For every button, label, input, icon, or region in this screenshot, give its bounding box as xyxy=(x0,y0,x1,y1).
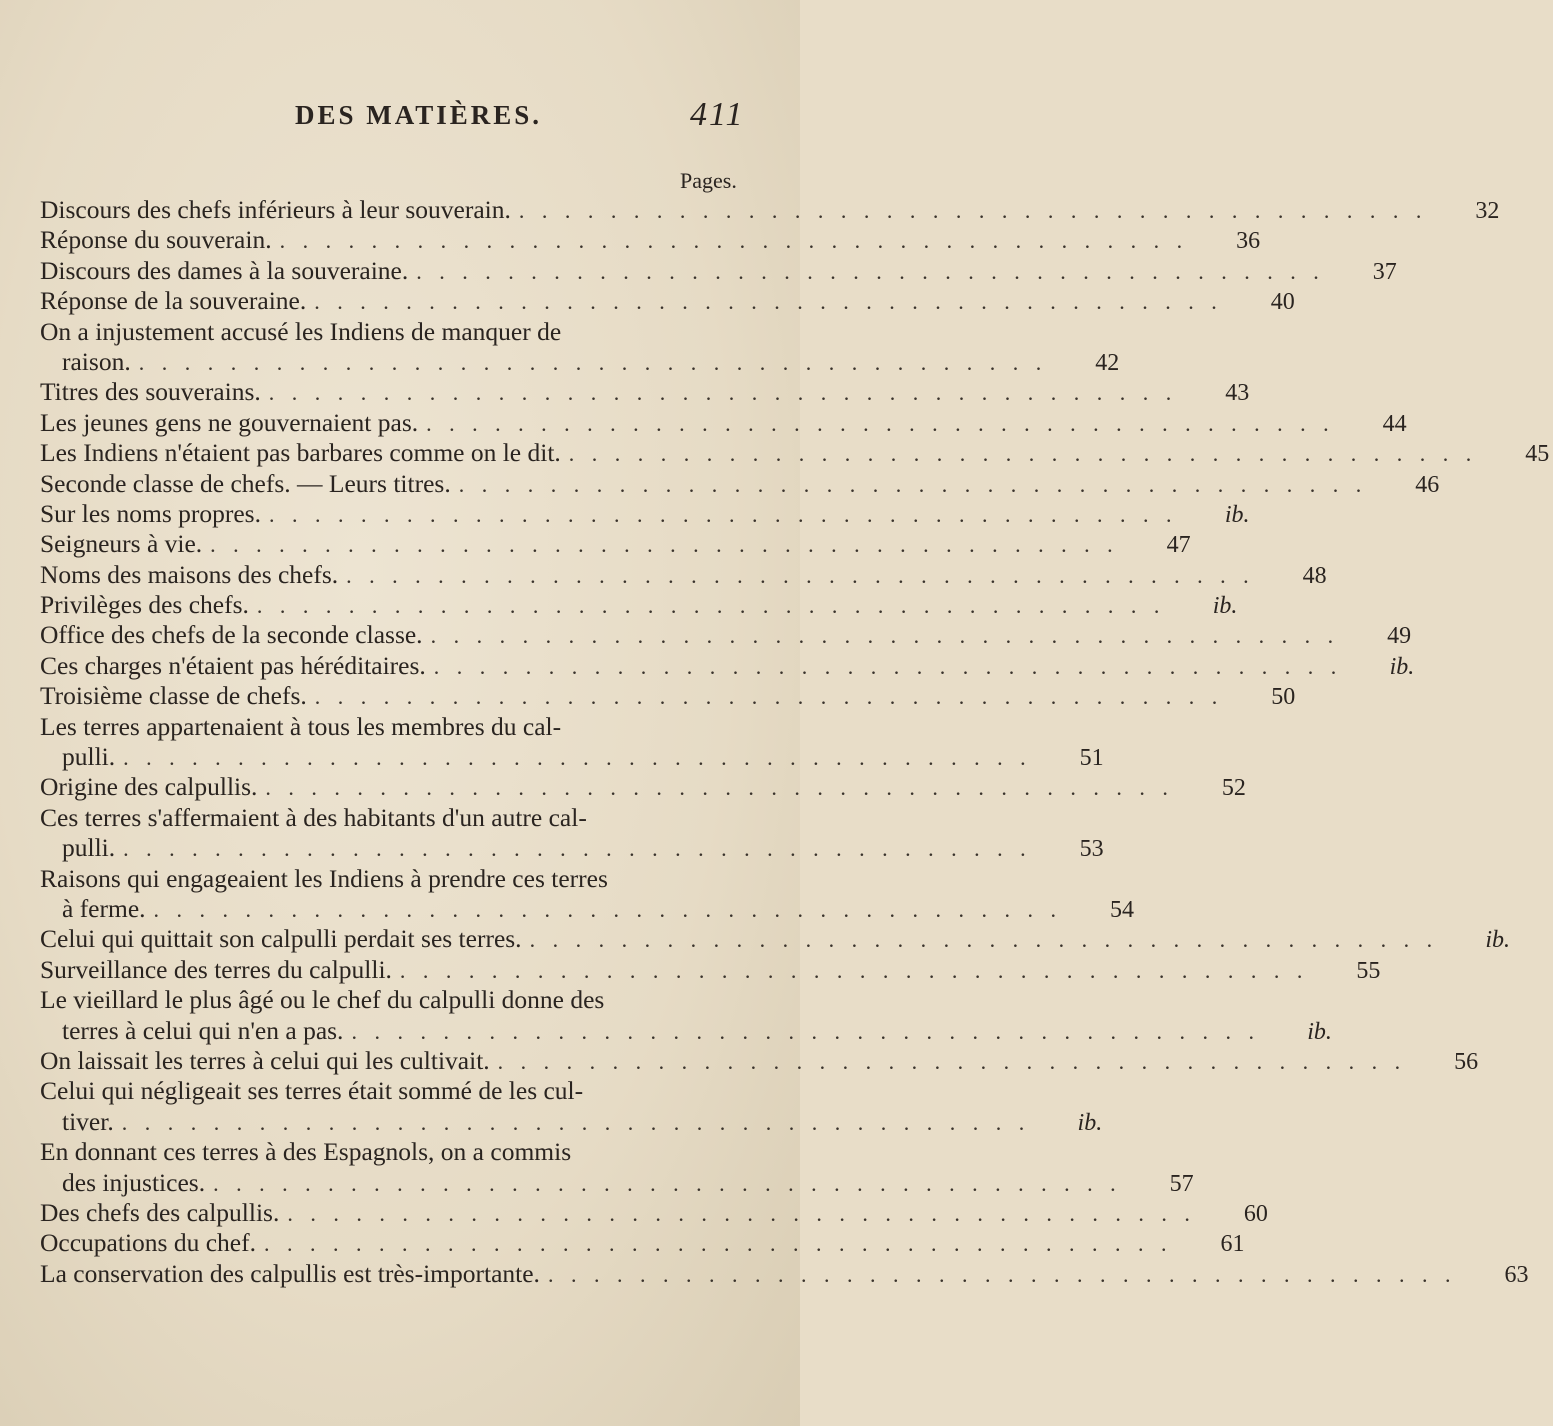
toc-entry-title: pulli. xyxy=(62,742,116,772)
toc-entry-line xyxy=(40,377,1250,407)
toc-entry-title: Seigneurs à vie. xyxy=(40,529,203,559)
toc-entry-line xyxy=(40,559,1327,590)
toc-entry xyxy=(40,438,1550,468)
dot-leader: . . . . . . . . . . . . . . . . . . . . . . . . . . . . . . . . . . . . . . . . xyxy=(263,1231,1173,1257)
toc-entry-continuation xyxy=(40,893,1135,924)
toc-entry xyxy=(40,650,1415,681)
dot-leader: . . . . . . . . . . . . . . . . . . . . . . . . . . . . . . . . . . . . . . . . xyxy=(268,380,1178,406)
toc-entry-line xyxy=(40,924,1511,954)
toc-entry-title: Origine des calpullis. xyxy=(40,772,258,802)
toc-entry-line xyxy=(40,468,1440,499)
dot-leader: . . . . . . . . . . . . . . . . . . . . . . . . . . . . . . . . . . . . . . . . xyxy=(430,623,1340,649)
toc-page-number: 46 xyxy=(1415,471,1440,498)
toc-entry-title: raison. xyxy=(62,346,131,376)
dot-leader: . . . . . . . . . . . . . . . . . . . . . . . . . . . . . . . . . . . . . . . . xyxy=(529,927,1439,953)
toc-entry xyxy=(40,1258,1529,1289)
toc-entry-title: Réponse du souverain. xyxy=(40,225,272,255)
toc-entry xyxy=(40,985,1332,1046)
toc-entry-line xyxy=(40,1045,1479,1076)
toc-entry-title: Les terres appartenaient à tous les membres du cal- xyxy=(40,711,562,741)
toc-entry xyxy=(40,590,1238,620)
toc-page-number: 40 xyxy=(1270,289,1295,316)
toc-page-number: 57 xyxy=(1169,1170,1194,1197)
table-of-contents xyxy=(40,195,1550,1289)
toc-entry-line xyxy=(40,650,1415,681)
toc-page-number: 49 xyxy=(1387,623,1412,650)
toc-entry-title: Noms des maisons des chefs. xyxy=(40,559,339,589)
dot-leader: . . . . . . . . . . . . . . . . . . . . . . . . . . . . . . . . . . . . . . . . xyxy=(287,1200,1196,1226)
toc-entry-title: On laissait les terres à celui qui les cultivait. xyxy=(40,1045,490,1075)
toc-entry-line xyxy=(40,1137,740,1167)
toc-page-number: 63 xyxy=(1504,1261,1529,1288)
toc-entry-line xyxy=(40,498,1250,529)
toc-entry xyxy=(40,316,1120,378)
toc-entry-title: à ferme. xyxy=(62,893,146,923)
dot-leader: . . . . . . . . . . . . . . . . . . . . . . . . . . . . . . . . . . . . . . . . xyxy=(265,775,1174,801)
toc-entry xyxy=(40,924,1511,954)
toc-entry-line xyxy=(40,286,1295,316)
toc-entry-continuation xyxy=(40,1106,1103,1137)
toc-entry-title: Titres des souverains. xyxy=(40,377,261,407)
toc-entry-line xyxy=(40,590,1238,620)
toc-entry-title: Surveillance des terres du calpulli. xyxy=(40,954,392,984)
toc-entry-continuation xyxy=(40,346,1120,377)
dot-leader: . . . . . . . . . . . . . . . . . . . . . . . . . . . . . . . . . . . . . . . . xyxy=(279,228,1189,254)
toc-entry-continuation xyxy=(40,1015,1332,1046)
toc-entry-line xyxy=(40,681,1296,711)
toc-page-number: ib. xyxy=(1212,593,1238,620)
toc-entry-line xyxy=(40,772,1246,802)
toc-entry-title: Raisons qui engageaient les Indiens à prendre ces terres xyxy=(40,863,608,893)
toc-entry-title: Les Indiens n'étaient pas barbares comme on le dit. xyxy=(40,438,561,468)
toc-entry-title: Office des chefs de la seconde classe. xyxy=(40,620,423,650)
dot-leader: . . . . . . . . . . . . . . . . . . . . . . . . . . . . . . . . . . . . . . . . xyxy=(399,957,1309,983)
toc-page-number: 43 xyxy=(1225,380,1250,407)
dot-leader: . . . . . . . . . . . . . . . . . . . . . . . . . . . . . . . . . . . . . . . . xyxy=(123,836,1032,862)
toc-entry-line xyxy=(40,803,740,833)
dot-leader: . . . . . . . . . . . . . . . . . . . . . . . . . . . . . . . . . . . . . . . . xyxy=(568,441,1478,467)
dot-leader: . . . . . . . . . . . . . . . . . . . . . . . . . . . . . . . . . . . . . . . . xyxy=(213,1170,1122,1196)
dot-leader: . . . . . . . . . . . . . . . . . . . . . . . . . . . . . . . . . . . . . . . . xyxy=(256,593,1166,619)
toc-entry xyxy=(40,802,1104,864)
toc-page-number: 54 xyxy=(1110,896,1135,923)
toc-page-number: 32 xyxy=(1475,198,1500,224)
toc-entry-title: Troisième classe de chefs. xyxy=(40,681,307,711)
toc-entry-line xyxy=(40,529,1191,559)
dot-leader: . . . . . . . . . . . . . . . . . . . . . . . . . . . . . . . . . . . . . . . . xyxy=(123,745,1032,771)
toc-entry-line xyxy=(40,864,740,894)
toc-entry-line xyxy=(40,255,1397,286)
toc-entry xyxy=(40,1228,1245,1258)
dot-leader: . . . . . . . . . . . . . . . . . . . . . . . . . . . . . . . . . . . . . . . . xyxy=(314,289,1223,315)
toc-entry-line xyxy=(40,1197,1268,1228)
toc-entry-title: Sur les noms propres. xyxy=(40,498,261,528)
toc-entry-line xyxy=(40,1076,740,1106)
toc-entry-line xyxy=(40,985,740,1015)
toc-entry-title: Des chefs des calpullis. xyxy=(40,1197,280,1227)
toc-entry xyxy=(40,377,1250,407)
toc-entry xyxy=(40,559,1327,590)
toc-entry-title: Le vieillard le plus âgé ou le chef du calpulli donne des xyxy=(40,985,605,1015)
dot-leader: . . . . . . . . . . . . . . . . . . . . . . . . . . . . . . . . . . . . . . . . xyxy=(497,1048,1407,1074)
toc-entry xyxy=(40,468,1440,499)
toc-entry-line xyxy=(40,712,740,742)
toc-entry-title: Privilèges des chefs. xyxy=(40,590,249,620)
toc-entry-line xyxy=(40,195,1500,225)
dot-leader: . . . . . . . . . . . . . . . . . . . . . . . . . . . . . . . . . . . . . . . . xyxy=(426,410,1335,436)
toc-page-number: 48 xyxy=(1302,562,1327,589)
toc-page-number: ib. xyxy=(1389,653,1415,680)
toc-entry-title: tiver. xyxy=(62,1106,114,1136)
toc-entry-title: Ces terres s'affermaient à des habitants d'un autre cal- xyxy=(40,802,587,832)
toc-entry xyxy=(40,954,1381,985)
toc-page-number: 55 xyxy=(1356,957,1381,984)
dot-leader: . . . . . . . . . . . . . . . . . . . . . . . . . . . . . . . . . . . . . . . . xyxy=(210,532,1119,558)
dot-leader: . . . . . . . . . . . . . . . . . . . . . . . . . . . . . . . . . . . . . . . . xyxy=(518,198,1428,223)
toc-entry xyxy=(40,863,1135,925)
toc-entry xyxy=(40,529,1191,559)
toc-entry xyxy=(40,772,1246,802)
toc-page-number: 50 xyxy=(1271,684,1296,711)
toc-entry-continuation xyxy=(40,1167,1194,1198)
toc-entry-line xyxy=(40,225,1261,255)
toc-entry xyxy=(40,498,1250,529)
toc-page-number: 56 xyxy=(1454,1048,1479,1075)
running-head: DES MATIÈRES. xyxy=(295,100,543,130)
toc-entry-title: Occupations du chef. xyxy=(40,1228,256,1258)
toc-page-number: 36 xyxy=(1236,228,1261,255)
dot-leader: . . . . . . . . . . . . . . . . . . . . . . . . . . . . . . . . . . . . . . . . xyxy=(458,471,1368,497)
toc-page-number: 60 xyxy=(1243,1200,1268,1227)
toc-page-number: ib. xyxy=(1224,501,1250,528)
toc-entry xyxy=(40,711,1104,773)
toc-entry-title: des injustices. xyxy=(62,1167,206,1197)
toc-page-number: 51 xyxy=(1079,745,1104,772)
toc-entry-continuation xyxy=(40,742,1104,772)
dot-leader: . . . . . . . . . . . . . . . . . . . . . . . . . . . . . . . . . . . . . . . . xyxy=(351,1018,1260,1044)
toc-entry-title: La conservation des calpullis est très-importante. xyxy=(40,1258,540,1288)
toc-page-number: 47 xyxy=(1166,532,1191,559)
toc-entry xyxy=(40,195,1500,225)
toc-entry-title: Discours des chefs inférieurs à leur souverain. xyxy=(40,195,511,224)
toc-entry-title: pulli. xyxy=(62,833,116,863)
toc-entry xyxy=(40,620,1412,650)
dot-leader: . . . . . . . . . . . . . . . . . . . . . . . . . . . . . . . . . . . . . . . . xyxy=(416,258,1325,284)
toc-entry xyxy=(40,407,1407,438)
toc-entry xyxy=(40,225,1261,255)
toc-page-number: 45 xyxy=(1525,441,1550,468)
toc-entry-line xyxy=(40,438,1550,468)
toc-entry xyxy=(40,1076,1103,1137)
toc-entry-title: Ces charges n'étaient pas héréditaires. xyxy=(40,650,426,680)
toc-entry-title: Discours des dames à la souveraine. xyxy=(40,255,409,285)
dot-leader: . . . . . . . . . . . . . . . . . . . . . . . . . . . . . . . . . . . . . . . . xyxy=(153,896,1063,922)
toc-entry-title: Celui qui négligeait ses terres était sommé de les cul- xyxy=(40,1076,584,1106)
toc-entry-title: En donnant ces terres à des Espagnols, on a commis xyxy=(40,1137,572,1167)
toc-page-number: 53 xyxy=(1079,836,1104,863)
toc-page-number: ib. xyxy=(1485,927,1511,954)
toc-entry-line xyxy=(40,317,740,347)
toc-entry-line xyxy=(40,620,1412,650)
toc-entry-title: Réponse de la souveraine. xyxy=(40,286,307,316)
toc-entry xyxy=(40,1137,1194,1198)
toc-entry-title: Seconde classe de chefs. — Leurs titres. xyxy=(40,468,451,498)
toc-page-number: 37 xyxy=(1372,258,1397,285)
toc-entry-title: Les jeunes gens ne gouvernaient pas. xyxy=(40,407,419,437)
toc-page-number: 61 xyxy=(1220,1231,1245,1258)
toc-entry-title: On a injustement accusé les Indiens de manquer de xyxy=(40,316,562,346)
toc-entry-continuation xyxy=(40,833,1104,863)
toc-entry-line xyxy=(40,1228,1245,1258)
pages-column-label: Pages. xyxy=(680,168,737,193)
dot-leader: . . . . . . . . . . . . . . . . . . . . . . . . . . . . . . . . . . . . . . . . xyxy=(547,1261,1457,1287)
toc-entry xyxy=(40,255,1397,286)
dot-leader: . . . . . . . . . . . . . . . . . . . . . . . . . . . . . . . . . . . . . . . . xyxy=(314,684,1224,710)
toc-entry xyxy=(40,681,1296,711)
dot-leader: . . . . . . . . . . . . . . . . . . . . . . . . . . . . . . . . . . . . . . . . xyxy=(268,501,1178,527)
toc-entry-title: Celui qui quittait son calpulli perdait ses terres. xyxy=(40,924,522,954)
toc-entry-line xyxy=(40,954,1381,985)
toc-entry xyxy=(40,286,1295,316)
dot-leader: . . . . . . . . . . . . . . . . . . . . . . . . . . . . . . . . . . . . . . . . xyxy=(433,653,1343,679)
dot-leader: . . . . . . . . . . . . . . . . . . . . . . . . . . . . . . . . . . . . . . . . xyxy=(138,349,1048,375)
toc-entry-line xyxy=(40,1258,1529,1289)
toc-entry xyxy=(40,1197,1268,1228)
page-header xyxy=(0,96,800,150)
dot-leader: . . . . . . . . . . . . . . . . . . . . . . . . . . . . . . . . . . . . . . . . xyxy=(346,562,1255,588)
toc-entry xyxy=(40,1045,1479,1076)
dot-leader: . . . . . . . . . . . . . . . . . . . . . . . . . . . . . . . . . . . . . . . . xyxy=(121,1109,1031,1135)
toc-entry-line xyxy=(40,407,1407,438)
toc-page-number: 42 xyxy=(1095,349,1120,376)
toc-page-number: 52 xyxy=(1221,775,1246,802)
toc-page-number: ib. xyxy=(1307,1018,1332,1045)
toc-entry-title: terres à celui qui n'en a pas. xyxy=(62,1015,344,1045)
page-number: 411 xyxy=(690,96,745,133)
toc-page-number: ib. xyxy=(1077,1109,1103,1136)
toc-page-number: 44 xyxy=(1382,410,1407,437)
